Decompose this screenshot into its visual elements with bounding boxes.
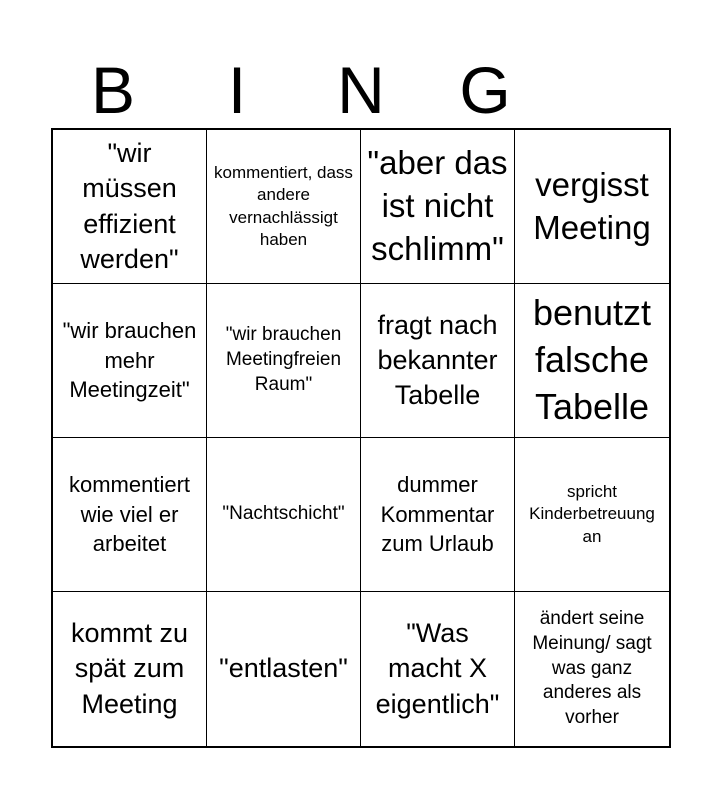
header-letter-b: B — [90, 53, 136, 127]
bingo-cell[interactable] — [207, 284, 361, 438]
bingo-cell-text: vergisst Meeting — [533, 165, 651, 246]
bingo-cell-text: spricht Kinderbetreuung an — [529, 482, 655, 546]
bingo-cell[interactable] — [361, 438, 515, 592]
bingo-cell-text: kommt zu spät zum Meeting — [70, 618, 189, 719]
bingo-cell-text: "wir brauchen mehr Meetingzeit" — [62, 317, 197, 403]
bingo-cell-text: "aber das ist nicht schlimm" — [367, 144, 508, 267]
bingo-cell[interactable] — [53, 592, 207, 746]
bingo-cell-text: "wir müssen effizient werden" — [80, 138, 179, 274]
bingo-cell-text: kommentiert, dass andere vernachlässigt haben — [214, 163, 353, 249]
bingo-cell[interactable] — [53, 438, 207, 592]
bingo-cell[interactable] — [361, 130, 515, 284]
bingo-cell-text: dummer Kommentar zum Urlaub — [380, 471, 495, 557]
bingo-cell[interactable] — [53, 130, 207, 284]
bingo-header — [51, 52, 671, 128]
bingo-cell[interactable] — [515, 130, 669, 284]
bingo-cell[interactable] — [515, 592, 669, 746]
bingo-cell-text: fragt nach bekannter Tabelle — [377, 309, 498, 411]
bingo-cell[interactable] — [361, 592, 515, 746]
bingo-cell[interactable] — [515, 438, 669, 592]
bingo-cell[interactable] — [515, 284, 669, 438]
bingo-cell[interactable] — [53, 284, 207, 438]
bingo-cell-text: "entlasten" — [219, 653, 348, 684]
bingo-cell-text: kommentiert wie viel er arbeitet — [68, 471, 191, 557]
bingo-cell-text: "wir brauchen Meetingfreien Raum" — [225, 324, 342, 395]
bingo-cell[interactable] — [207, 130, 361, 284]
bingo-board — [51, 128, 671, 748]
bingo-cell-text: "Nachtschicht" — [222, 503, 345, 525]
bingo-cell[interactable] — [361, 284, 515, 438]
bingo-cell[interactable] — [207, 438, 361, 592]
bingo-cell-text: benutzt falsche Tabelle — [532, 292, 652, 427]
header-letter-g: G — [459, 53, 511, 127]
header-letter-i: I — [227, 53, 247, 127]
bingo-cell-text: "Was macht X eigentlich" — [375, 618, 500, 719]
header-letter-n: N — [337, 53, 385, 127]
bingo-cell[interactable] — [207, 592, 361, 746]
bingo-cell-text: ändert seine Meinung/ sagt was ganz anderes als vorher — [532, 608, 652, 729]
